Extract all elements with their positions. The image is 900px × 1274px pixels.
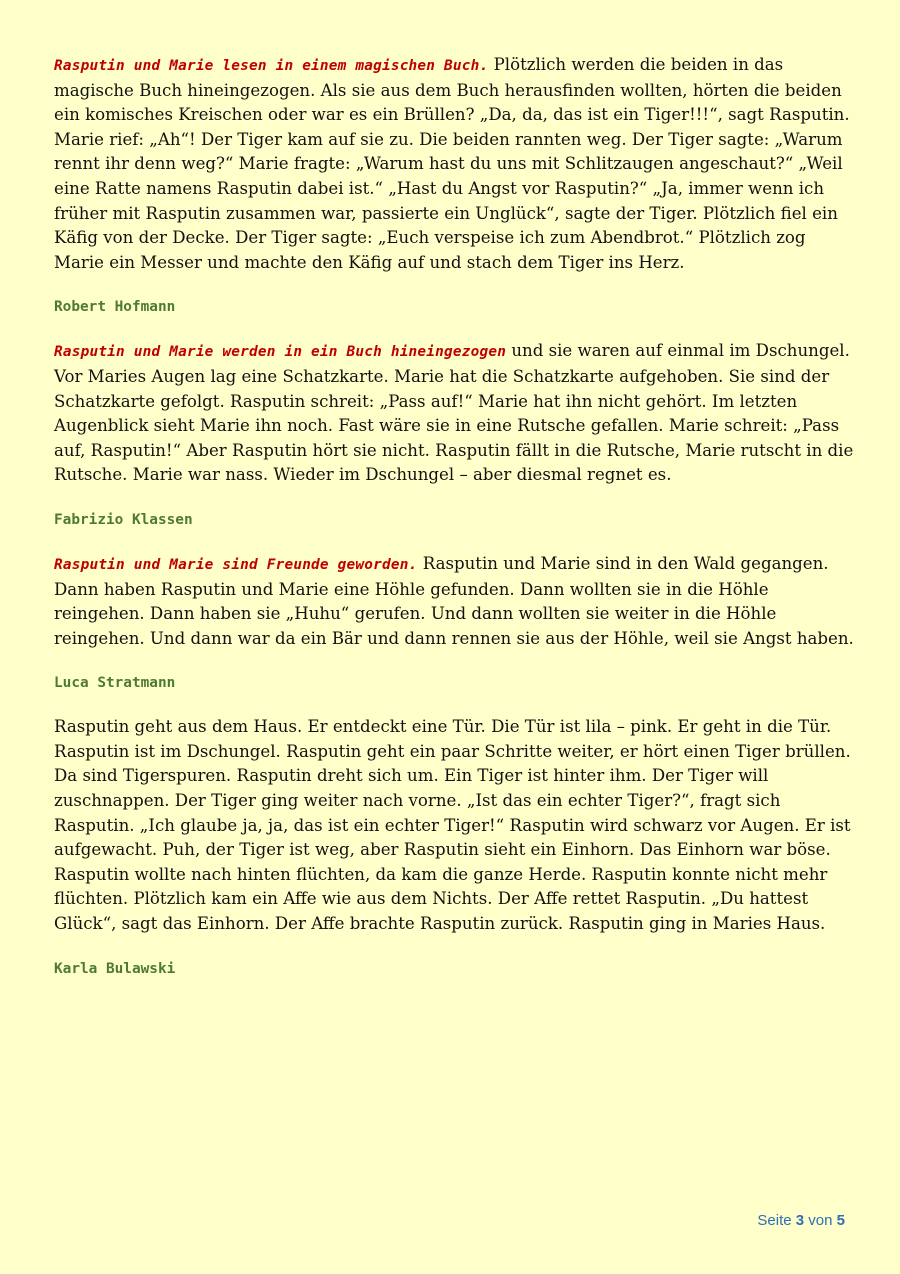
story-text: Rasputin und Marie sind in den Wald gegangen. Dann haben Rasputin und Marie eine Höhle gefunden. Dann wollten sie in die Höhle reingehen. Dann haben sie „Huhu“ gerufen. Und dann wollten sie weiter in die Höhle reingehen. Und dann war da ein Bär und dann rennen sie aus der Höhle, weil sie Angst haben. bbox=[54, 553, 854, 648]
page-number-footer bbox=[757, 1212, 845, 1229]
story-title: Rasputin und Marie lesen in einem magischen Buch. bbox=[54, 58, 489, 74]
story-paragraph bbox=[54, 552, 854, 651]
author-name: Karla Bulawski bbox=[54, 960, 176, 977]
author-name: Robert Hofmann bbox=[54, 299, 176, 316]
footer-middle: von bbox=[804, 1212, 837, 1229]
author-name: Fabrizio Klassen bbox=[54, 511, 193, 528]
story-text: Rasputin geht aus dem Haus. Er entdeckt eine Tür. Die Tür ist lila – pink. Er geht in die Tür. Rasputin ist im Dschungel. Rasputin geht ein paar Schritte weiter, er hört einen Tiger brüllen. Da sind Tigerspuren. Rasputin dreht sich um. Ein Tiger ist hinter ihm. Der Tiger will zuschnappen. Der Tiger ging weiter nach vorne. „Ist das ein echter Tiger?“, fragt sich Rasputin. „Ich glaube ja, ja, das ist ein echter Tiger!“ Rasputin wird schwarz vor Augen. Er ist aufgewacht. Puh, der Tiger ist weg, aber Rasputin sieht ein Einhorn. Das Einhorn war böse. Rasputin wollte nach hinten flüchten, da kam die ganze Herde. Rasputin konnte nicht mehr flüchten. Plötzlich kam ein Affe wie aus dem Nichts. Der Affe rettet Rasputin. „Du hattest Glück“, sagt das Einhorn. Der Affe brachte Rasputin zurück. Rasputin ging in Maries Haus. bbox=[54, 717, 851, 934]
story-paragraph bbox=[54, 339, 854, 488]
story-title: Rasputin und Marie werden in ein Buch hineingezogen bbox=[54, 344, 507, 361]
page-content bbox=[54, 53, 854, 1001]
footer-total-pages: 5 bbox=[836, 1212, 845, 1229]
story-paragraph bbox=[54, 53, 854, 275]
footer-current-page: 3 bbox=[795, 1212, 805, 1229]
story-text: und sie waren auf einmal im Dschungel. Vor Maries Augen lag eine Schatzkarte. Marie hat die Schatzkarte aufgehoben. Sie sind der Schatzkarte gefolgt. Rasputin schreit: „Pass auf!“ Marie hat ihn nicht gehört. Im letzten Augenblick sieht Marie ihn noch. Fast wäre sie in eine Rutsche gefallen. Marie schreit: „Pass auf, Rasputin!“ Aber Rasputin hört sie nicht. Rasputin fällt in die Rutsche, Marie rutscht in die Rutsche. Marie war nass. Wieder im Dschungel – aber diesmal regnet es. bbox=[54, 341, 854, 485]
story-text: Plötzlich werden die beiden in das magische Buch hineingezogen. Als sie aus dem Buch herausfinden wollten, hörten die beiden ein komisches Kreischen oder war es ein Brüllen? „Da, da, das ist ein Tiger!!!“, sagt Rasputin. Marie rief: „Ah“! Der Tiger kam auf sie zu. Die beiden rannten weg. Der Tiger sagte: „Warum rennt ihr denn weg?“ Marie fragte: „Warum hast du uns mit Schlitzaugen angeschaut?“ „Weil eine Ratte namens Rasputin dabei ist.“ „Hast du Angst vor Rasputin?“ „Ja, immer wenn ich früher mit Rasputin zusammen war, passierte ein Unglück“, sagte der Tiger. Plötzlich fiel ein Käfig von der Decke. Der Tiger sagte: „Euch verspeise ich zum Abendbrot.“ Plötzlich zog Marie ein Messer und machte den Käfig auf und stach dem Tiger ins Herz. bbox=[54, 55, 850, 272]
story-paragraph bbox=[54, 715, 854, 936]
story-title: Rasputin und Marie sind Freunde geworden. bbox=[54, 556, 418, 573]
footer-prefix: Seite bbox=[757, 1212, 796, 1229]
author-name: Luca Stratmann bbox=[54, 675, 176, 692]
